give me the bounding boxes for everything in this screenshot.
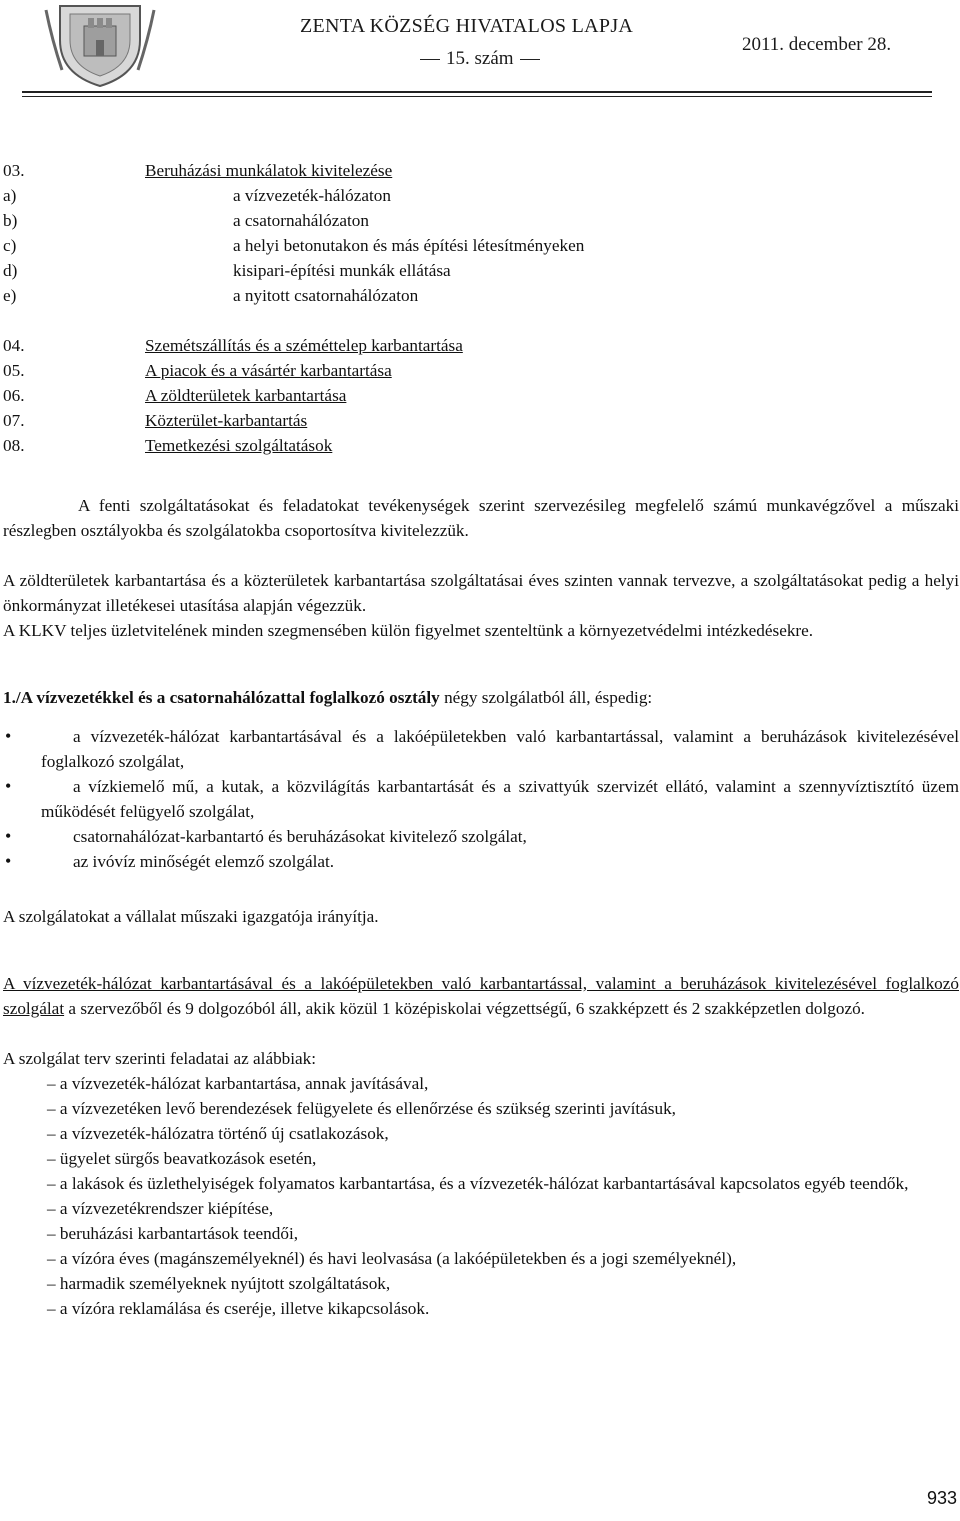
task-item: – harmadik személyeknek nyújtott szolgáltatások, [47,1274,391,1293]
page-number: 933 [926,1488,957,1508]
sub-item [3,183,959,208]
sub-item-text: a vízvezeték-hálózaton [233,186,391,205]
sub-item-text: kisipari-építési munkák ellátása [233,261,451,280]
task-item: – a vízvezetéken levő berendezések felügyelete és ellenőrzése és szükség szerinti javításuk, [47,1099,676,1118]
sub-item-letter: a) [3,186,17,205]
task-item: – a vízvezeték-hálózat karbantartása, annak javításával, [47,1074,429,1093]
service-name: A vízvezeték-hálózat karbantartásával és a lakóépületekben való karbantartással, valamint a beruházások kivitelezésével foglalkozó szolgálat [3,974,959,1018]
bullet-text: csatornahálózat-karbantartó és beruházásokat kivitelező szolgálat, [73,827,527,846]
activity-number: 03. [3,161,25,180]
bullet-icon: • [5,726,12,746]
activity-row [3,383,959,408]
sub-item-letter: c) [3,236,17,255]
task-item: – beruházási karbantartások teendői, [47,1224,299,1243]
activity-number: 04. [3,336,25,355]
task-item: – ügyelet sürgős beavatkozások esetén, [47,1149,317,1168]
bullet-item [3,849,959,874]
activity-label: A piacok és a vásártér karbantartása [145,361,392,380]
task-item: – a vízvezeték-hálózatra történő új csatlakozások, [47,1124,389,1143]
bullet-item [3,824,959,849]
paragraph-service-staff [3,971,959,1021]
activity-number: 06. [3,386,25,405]
activity-label: Szemétszállítás és a széméttelep karbantartása [145,336,463,355]
sub-item [3,258,959,283]
header-rule-thin [22,96,932,97]
paragraph-services: A fenti szolgáltatásokat és feladatokat tevékenységek szerint szervezésileg megfelelő számú munkavégzővel a műszaki részlegben osztályokba és szolgálatokba csoportosítva kivitelezzük. [3,496,959,540]
paragraph-director: A szolgálatokat a vállalat műszaki igazgatója irányítja. [3,907,379,926]
sub-item [3,233,959,258]
activity-label: A zöldterületek karbantartása [145,386,347,405]
bullet-text: a vízvezeték-hálózat karbantartásával és a lakóépületekben való karbantartással, valamint a beruházások kivitelezésével foglalkozó szolgálat, [41,727,959,771]
service-staff-text: a szervezőből és 9 dolgozóból áll, akik közül 1 középiskolai végzettségű, 6 szakképzett és 2 szakképzetlen dolgozó. [64,999,865,1018]
sub-item-text: a helyi betonutakon és más építési létesítményeken [233,236,585,255]
activity-number: 05. [3,361,25,380]
bullet-item [3,774,959,824]
activity-row [3,433,959,458]
paragraph-green-areas: A zöldterületek karbantartása és a közterületek karbantartása szolgáltatásai éves szinten vannak tervezve, a szolgáltatásokat pedig a helyi önkormányzat illetékesei utasítása alapján végezzük. [3,571,959,615]
task-item: – a lakások és üzlethelyiségek folyamatos karbantartása, és a vízvezeték-hálózat karbantartásával kapcsolatos egyéb teendők, [47,1174,909,1193]
task-item: – a vízóra reklamálása és cseréje, illetve kikapcsolások. [47,1299,430,1318]
sub-item [3,283,959,308]
bullet-icon: • [5,826,12,846]
task-item: – a vízvezetékrendszer kiépítése, [47,1199,274,1218]
issue-number [414,46,546,71]
activity-number: 08. [3,436,25,455]
sub-item-letter: b) [3,211,18,230]
tasks-intro: A szolgálat terv szerinti feladatai az alábbiak: [3,1049,317,1068]
sub-item-letter: e) [3,286,17,305]
bullet-icon: • [5,851,12,871]
page-content [3,158,959,1321]
bullet-text: az ivóvíz minőségét elemző szolgálat. [73,852,335,871]
sub-item-text: a csatornahálózaton [233,211,369,230]
activity-label: Közterület-karbantartás [145,411,308,430]
issue-number-text: 15. szám [446,48,514,69]
bullet-icon: • [5,776,12,796]
bullet-item [3,724,959,774]
page-header [0,0,960,100]
activity-label: Beruházási munkálatok kivitelezése [145,161,393,180]
publication-date: 2011. december 28. [742,34,892,55]
activity-row [3,333,959,358]
task-item: – a vízóra éves (magánszemélyeknél) és havi leolvasása (a lakóépületekben és a jogi személyeknél), [47,1249,737,1268]
activity-number: 07. [3,411,25,430]
department-heading-rest: négy szolgálatból áll, éspedig: [439,688,653,707]
sub-item-text: a nyitott csatornahálózaton [233,286,419,305]
header-rule [22,91,932,93]
department-heading [3,685,959,710]
bullet-text: a vízkiemelő mű, a kutak, a közvilágítás karbantartását és a szivattyúk szervizét ellátó, valamint a szennyvíztisztító üzem működését felügyelő szolgálat, [41,777,959,821]
paragraph-environment: A KLKV teljes üzletvitelének minden szegmensében külön figyelmet szenteltünk a környezetvédelmi intézkedésekre. [3,621,814,640]
activity-label: Temetkezési szolgáltatások [145,436,333,455]
activity-row [3,158,959,183]
sub-item [3,208,959,233]
publication-title: ZENTA KÖZSÉG HIVATALOS LAPJA [300,15,634,37]
sub-item-letter: d) [3,261,18,280]
activity-row [3,358,959,383]
coat-of-arms-icon [40,0,160,88]
activity-row [3,408,959,433]
department-heading-bold: 1./A vízvezetékkel és a csatornahálózattal foglalkozó osztály [3,688,440,707]
